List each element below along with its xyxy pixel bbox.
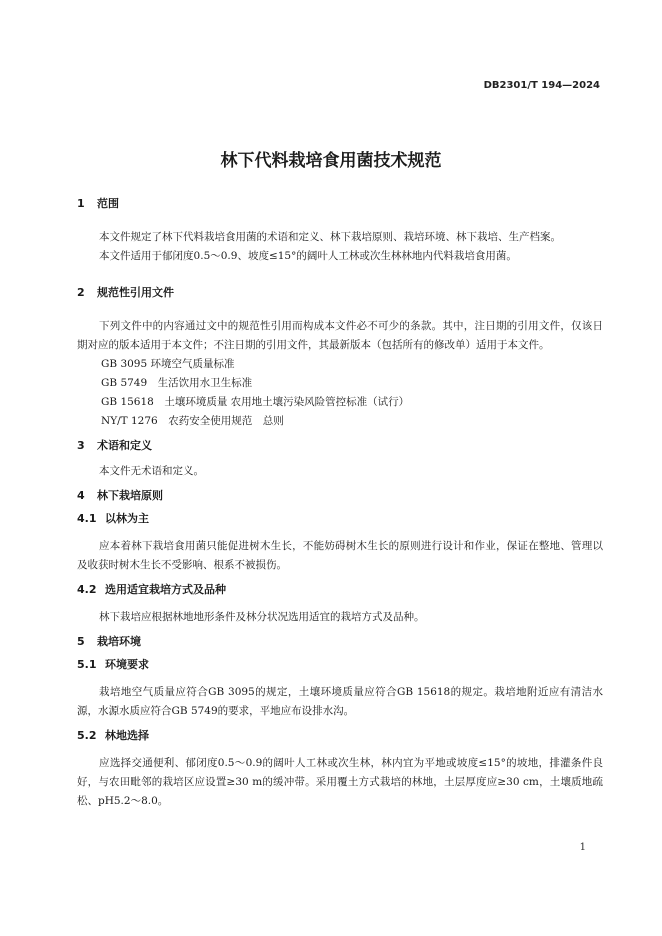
section-number: 3 [77, 439, 85, 452]
section-title: 以林为主 [105, 512, 149, 525]
section-title: 林下栽培原则 [97, 489, 163, 502]
subsection-heading-forest-first [77, 510, 603, 527]
section-heading-scope [77, 195, 603, 212]
section-heading-environment [77, 633, 603, 650]
reference-item: GB 15618 土壤环境质量 农用地土壤污染风险管控标准（试行） [101, 396, 410, 408]
page-number: 1 [579, 842, 586, 853]
paragraph: 下列文件中的内容通过文中的规范性引用而构成本文件必不可少的条款。其中，注日期的引用文件，仅该日期对应的版本适用于本文件；不注日期的引用文件，其最新版本（包括所有的修改单）适用于本文件。 [77, 320, 603, 351]
section-number: 5.1 [77, 658, 97, 671]
paragraph: 林下栽培应根据林地地形条件及林分状况选用适宜的栽培方式及品种。 [99, 611, 425, 623]
paragraph: 应本着林下栽培食用菌只能促进树木生长，不能妨碍树木生长的原则进行设计和作业，保证在整地、管理以及收获时树木生长不受影响、根系不被损伤。 [77, 540, 603, 571]
paragraph: 本文件规定了林下代料栽培食用菌的术语和定义、林下栽培原则、栽培环境、林下栽培、生产档案。 [99, 231, 562, 243]
subsection-heading-site-selection [77, 727, 603, 744]
document-title: 林下代料栽培食用菌技术规范 [220, 151, 442, 171]
section-number: 4.2 [77, 583, 97, 596]
paragraph: 栽培地空气质量应符合GB 3095的规定，土壤环境质量应符合GB 15618的规定。栽培地附近应有清洁水源，水源水质应符合GB 5749的要求，平地应布设排水沟。 [77, 686, 603, 717]
reference-item: GB 5749 生活饮用水卫生标准 [101, 377, 253, 389]
reference-item: NY/T 1276 农药安全使用规范 总则 [101, 415, 284, 427]
reference-item: GB 3095 环境空气质量标准 [101, 358, 235, 370]
section-heading-terms [77, 437, 603, 454]
paragraph: 应选择交通便利、郁闭度0.5～0.9的阔叶人工林或次生林，林内宜为平地或坡度≤15°的坡地，排灌条件良好，与农田毗邻的栽培区应设置≥30 m的缓冲带。采用覆土方式栽培的林地，土层厚度应≥30 cm，土壤质地疏松、pH5.2～8.0。 [77, 757, 603, 807]
section-number: 4 [77, 489, 85, 502]
section-title: 范围 [97, 197, 119, 210]
section-number: 2 [77, 286, 85, 299]
section-title: 林地选择 [105, 729, 149, 742]
section-number: 5.2 [77, 729, 97, 742]
section-title: 栽培环境 [97, 635, 141, 648]
section-heading-principles [77, 487, 603, 504]
paragraph: 本文件无术语和定义。 [99, 465, 205, 477]
section-number: 4.1 [77, 512, 97, 525]
section-number: 1 [77, 197, 85, 210]
document-body [77, 195, 603, 811]
section-title: 选用适宜栽培方式及品种 [105, 583, 226, 596]
section-title: 规范性引用文件 [97, 286, 174, 299]
document-code: DB2301/T 194—2024 [483, 80, 600, 91]
section-heading-normative-references [77, 284, 603, 301]
section-title: 术语和定义 [97, 439, 152, 452]
section-number: 5 [77, 635, 85, 648]
subsection-heading-cultivation-methods [77, 581, 603, 598]
paragraph: 本文件适用于郁闭度0.5～0.9、坡度≤15°的阔叶人工林或次生林林地内代料栽培食用菌。 [99, 250, 517, 262]
subsection-heading-environment-requirements [77, 656, 603, 673]
section-title: 环境要求 [105, 658, 149, 671]
